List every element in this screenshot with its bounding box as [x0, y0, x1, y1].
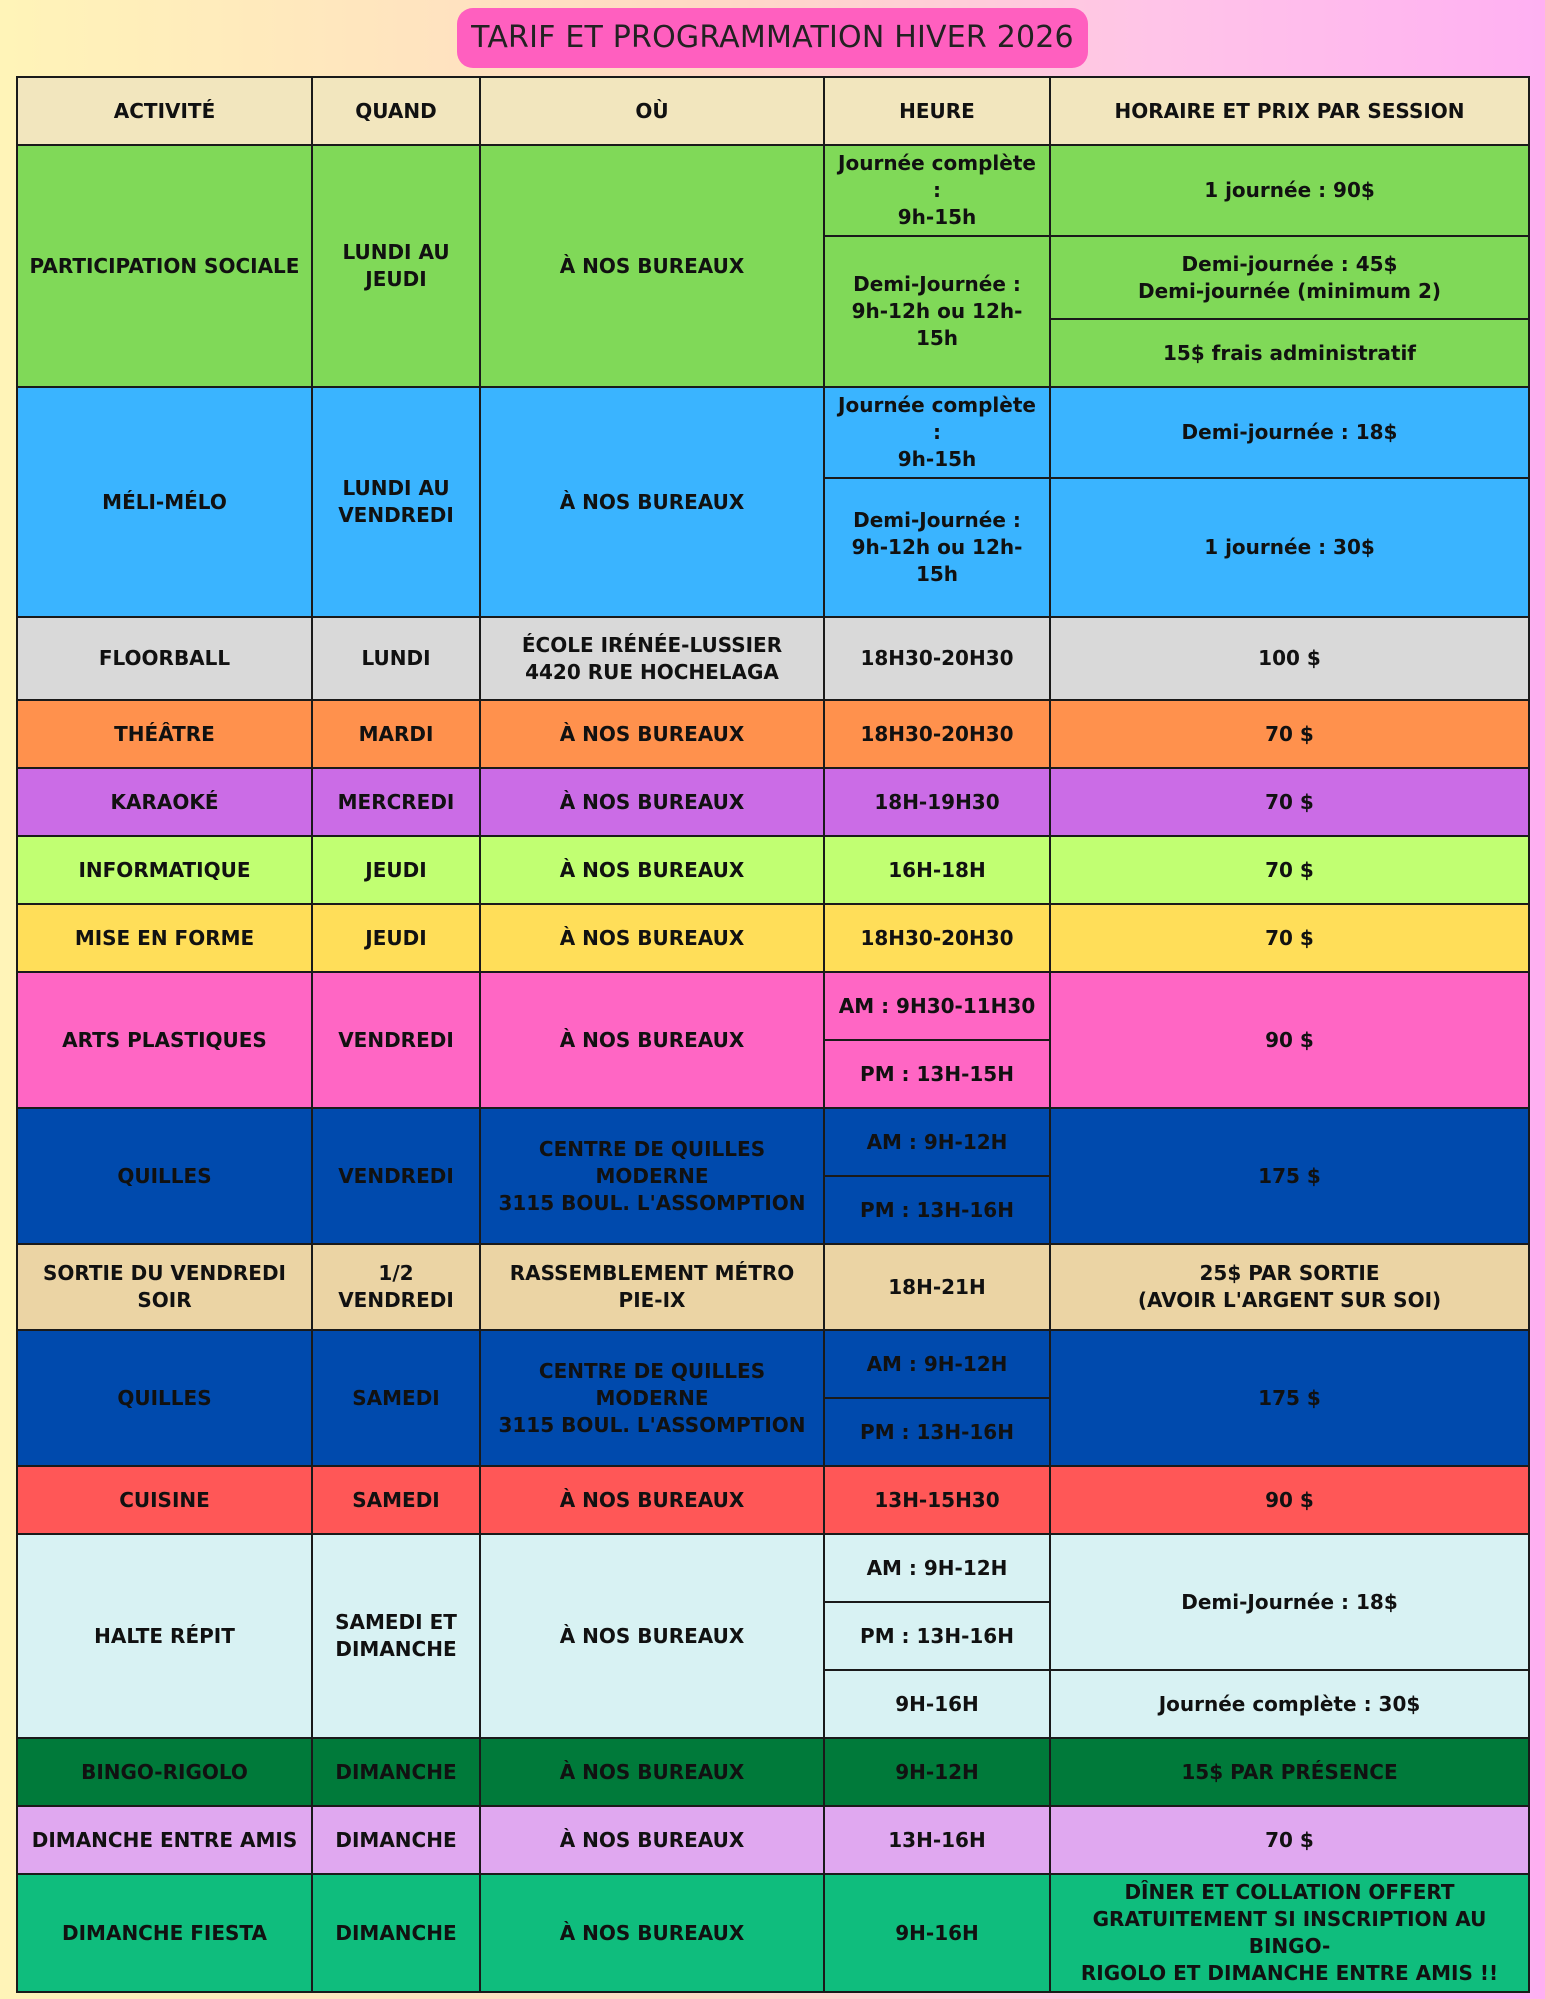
cell-activite: PARTICIPATION SOCIALE	[17, 145, 312, 387]
cell-activite: MÉLI-MÉLO	[17, 387, 312, 617]
cell-heure: PM : 13H-16H	[824, 1176, 1050, 1244]
cell-prix: 175 $	[1050, 1108, 1529, 1244]
cell-prix: 70 $	[1050, 768, 1529, 836]
cell-prix: Demi-journée : 45$ Demi-journée (minimum 2)	[1050, 236, 1529, 319]
cell-quand: VENDREDI	[312, 972, 480, 1108]
cell-quand: DIMANCHE	[312, 1874, 480, 1992]
cell-prix: DÎNER ET COLLATION OFFERT GRATUITEMENT SI INSCRIPTION AU BINGO- RIGOLO ET DIMANCHE ENTRE AMIS !!	[1050, 1874, 1529, 1992]
table-row	[17, 1466, 1529, 1534]
table-row	[17, 768, 1529, 836]
cell-activite: DIMANCHE FIESTA	[17, 1874, 312, 1992]
cell-quand: LUNDI AU JEUDI	[312, 145, 480, 387]
cell-prix: 1 journée : 30$	[1050, 478, 1529, 617]
title-wrapper	[0, 8, 1545, 68]
cell-ou: À NOS BUREAUX	[480, 904, 824, 972]
header-quand: QUAND	[312, 77, 480, 145]
cell-quand: DIMANCHE	[312, 1806, 480, 1874]
cell-ou: À NOS BUREAUX	[480, 836, 824, 904]
cell-activite: KARAOKÉ	[17, 768, 312, 836]
cell-activite: QUILLES	[17, 1108, 312, 1244]
cell-activite: INFORMATIQUE	[17, 836, 312, 904]
cell-quand: 1/2 VENDREDI	[312, 1244, 480, 1330]
cell-prix: 15$ PAR PRÉSENCE	[1050, 1738, 1529, 1806]
cell-activite: FLOORBALL	[17, 617, 312, 700]
cell-heure: PM : 13H-16H	[824, 1398, 1050, 1466]
cell-ou: À NOS BUREAUX	[480, 1874, 824, 1992]
cell-activite: ARTS PLASTIQUES	[17, 972, 312, 1108]
table-row	[17, 1534, 1529, 1602]
cell-quand: DIMANCHE	[312, 1738, 480, 1806]
cell-prix: 100 $	[1050, 617, 1529, 700]
schedule-table	[16, 76, 1530, 1993]
cell-heure: 18H-21H	[824, 1244, 1050, 1330]
cell-prix: 70 $	[1050, 1806, 1529, 1874]
cell-ou: CENTRE DE QUILLES MODERNE 3115 BOUL. L'ASSOMPTION	[480, 1330, 824, 1466]
cell-prix: 25$ PAR SORTIE (AVOIR L'ARGENT SUR SOI)	[1050, 1244, 1529, 1330]
cell-heure: 9H-12H	[824, 1738, 1050, 1806]
table-row	[17, 904, 1529, 972]
cell-ou: À NOS BUREAUX	[480, 1738, 824, 1806]
cell-heure: 16H-18H	[824, 836, 1050, 904]
cell-quand: SAMEDI ET DIMANCHE	[312, 1534, 480, 1738]
cell-quand: JEUDI	[312, 904, 480, 972]
table-row	[17, 1874, 1529, 1992]
cell-prix: 70 $	[1050, 836, 1529, 904]
cell-prix: 1 journée : 90$	[1050, 145, 1529, 236]
cell-activite: HALTE RÉPIT	[17, 1534, 312, 1738]
header-ou: OÙ	[480, 77, 824, 145]
cell-heure: AM : 9H-12H	[824, 1330, 1050, 1398]
cell-quand: MERCREDI	[312, 768, 480, 836]
cell-activite: SORTIE DU VENDREDI SOIR	[17, 1244, 312, 1330]
cell-heure: AM : 9H-12H	[824, 1108, 1050, 1176]
cell-ou: À NOS BUREAUX	[480, 145, 824, 387]
cell-heure: Demi-Journée : 9h-12h ou 12h-15h	[824, 478, 1050, 617]
cell-ou: À NOS BUREAUX	[480, 387, 824, 617]
cell-ou: À NOS BUREAUX	[480, 700, 824, 768]
cell-ou: À NOS BUREAUX	[480, 1534, 824, 1738]
cell-ou: À NOS BUREAUX	[480, 1806, 824, 1874]
cell-prix: Demi-Journée : 18$	[1050, 1534, 1529, 1670]
cell-heure: Journée complète : 9h-15h	[824, 145, 1050, 236]
header-activite: ACTIVITÉ	[17, 77, 312, 145]
cell-ou: ÉCOLE IRÉNÉE-LUSSIER 4420 RUE HOCHELAGA	[480, 617, 824, 700]
cell-prix: 90 $	[1050, 1466, 1529, 1534]
header-row	[17, 77, 1529, 145]
cell-prix: 175 $	[1050, 1330, 1529, 1466]
table-row	[17, 972, 1529, 1040]
cell-heure: 13H-15H30	[824, 1466, 1050, 1534]
cell-heure: PM : 13H-16H	[824, 1602, 1050, 1670]
cell-quand: LUNDI	[312, 617, 480, 700]
cell-prix: 70 $	[1050, 700, 1529, 768]
cell-heure: AM : 9H-12H	[824, 1534, 1050, 1602]
table-row	[17, 145, 1529, 236]
table-row	[17, 836, 1529, 904]
cell-heure: 9H-16H	[824, 1670, 1050, 1738]
table-row	[17, 1806, 1529, 1874]
cell-heure: 18H30-20H30	[824, 617, 1050, 700]
cell-ou: RASSEMBLEMENT MÉTRO PIE-IX	[480, 1244, 824, 1330]
table-row	[17, 1108, 1529, 1176]
cell-heure: 18H30-20H30	[824, 904, 1050, 972]
cell-prix: Journée complète : 30$	[1050, 1670, 1529, 1738]
cell-quand: SAMEDI	[312, 1466, 480, 1534]
table-row	[17, 387, 1529, 478]
cell-quand: LUNDI AU VENDREDI	[312, 387, 480, 617]
table-row	[17, 1244, 1529, 1330]
cell-heure: 13H-16H	[824, 1806, 1050, 1874]
header-heure: HEURE	[824, 77, 1050, 145]
cell-ou: À NOS BUREAUX	[480, 972, 824, 1108]
page-title: TARIF ET PROGRAMMATION HIVER 2026	[457, 8, 1088, 68]
cell-ou: À NOS BUREAUX	[480, 1466, 824, 1534]
cell-activite: THÉÂTRE	[17, 700, 312, 768]
cell-quand: JEUDI	[312, 836, 480, 904]
cell-activite: MISE EN FORME	[17, 904, 312, 972]
cell-heure: Demi-Journée : 9h-12h ou 12h-15h	[824, 236, 1050, 387]
cell-activite: CUISINE	[17, 1466, 312, 1534]
cell-ou: À NOS BUREAUX	[480, 768, 824, 836]
cell-prix: 15$ frais administratif	[1050, 319, 1529, 387]
cell-heure: PM : 13H-15H	[824, 1040, 1050, 1108]
table-row	[17, 1738, 1529, 1806]
cell-ou: CENTRE DE QUILLES MODERNE 3115 BOUL. L'ASSOMPTION	[480, 1108, 824, 1244]
cell-heure: 18H-19H30	[824, 768, 1050, 836]
cell-activite: QUILLES	[17, 1330, 312, 1466]
cell-activite: DIMANCHE ENTRE AMIS	[17, 1806, 312, 1874]
table-row	[17, 700, 1529, 768]
table-row	[17, 617, 1529, 700]
cell-prix: 90 $	[1050, 972, 1529, 1108]
cell-quand: VENDREDI	[312, 1108, 480, 1244]
cell-quand: SAMEDI	[312, 1330, 480, 1466]
cell-quand: MARDI	[312, 700, 480, 768]
cell-prix: Demi-journée : 18$	[1050, 387, 1529, 478]
cell-heure: AM : 9H30-11H30	[824, 972, 1050, 1040]
cell-heure: 9H-16H	[824, 1874, 1050, 1992]
cell-activite: BINGO-RIGOLO	[17, 1738, 312, 1806]
cell-prix: 70 $	[1050, 904, 1529, 972]
table-row	[17, 1330, 1529, 1398]
cell-heure: 18H30-20H30	[824, 700, 1050, 768]
header-horaire: HORAIRE ET PRIX PAR SESSION	[1050, 77, 1529, 145]
cell-heure: Journée complète : 9h-15h	[824, 387, 1050, 478]
